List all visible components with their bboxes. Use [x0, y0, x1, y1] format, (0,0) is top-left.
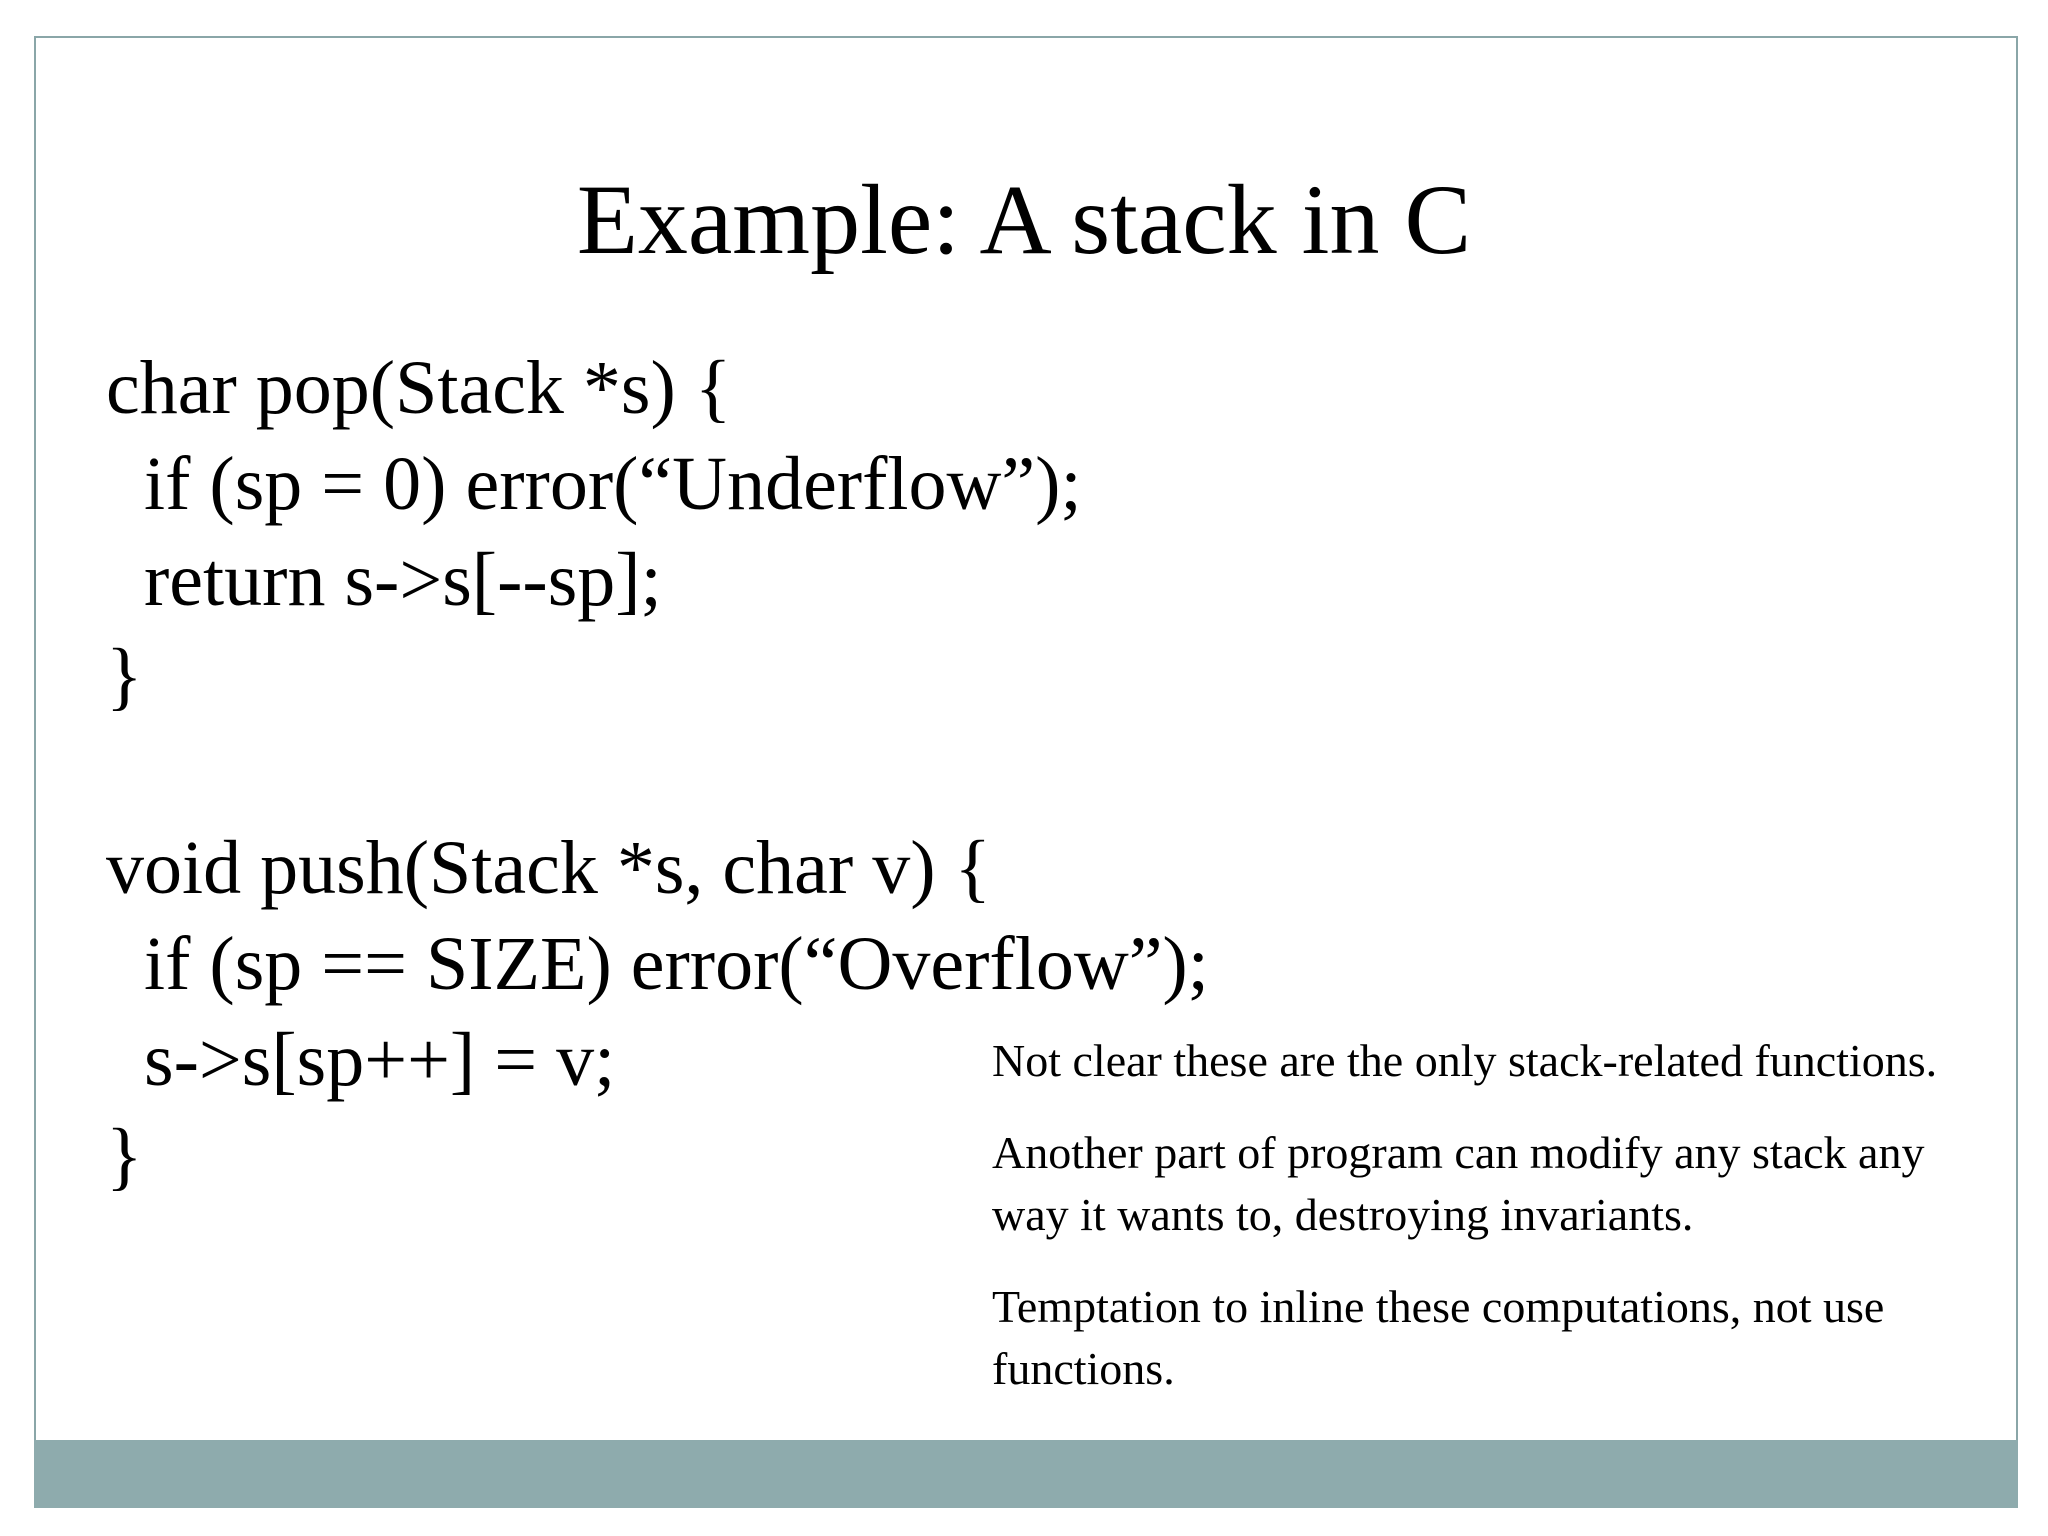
code-line: }	[106, 1114, 143, 1198]
note-paragraph: Another part of program can modify any stack any way it wants to, destroying invariants.	[992, 1127, 1925, 1240]
code-line: if (sp = 0) error(“Underflow”);	[144, 442, 1082, 526]
code-line-blank	[106, 724, 1209, 820]
code-line: s->s[sp++] = v;	[144, 1018, 616, 1102]
side-notes	[992, 1030, 2012, 1430]
code-line: if (sp == SIZE) error(“Overflow”);	[144, 922, 1209, 1006]
code-line: return s->s[--sp];	[144, 538, 662, 622]
note-paragraph: Temptation to inline these computations, not use functions.	[992, 1281, 1885, 1394]
footer-bar	[34, 1440, 2018, 1508]
code-line: char pop(Stack *s) {	[106, 346, 732, 430]
code-line: }	[106, 634, 143, 718]
note-paragraph: Not clear these are the only stack-related functions.	[992, 1035, 1938, 1086]
slide-title: Example: A stack in C	[576, 164, 1472, 275]
code-line: void push(Stack *s, char v) {	[106, 826, 991, 910]
